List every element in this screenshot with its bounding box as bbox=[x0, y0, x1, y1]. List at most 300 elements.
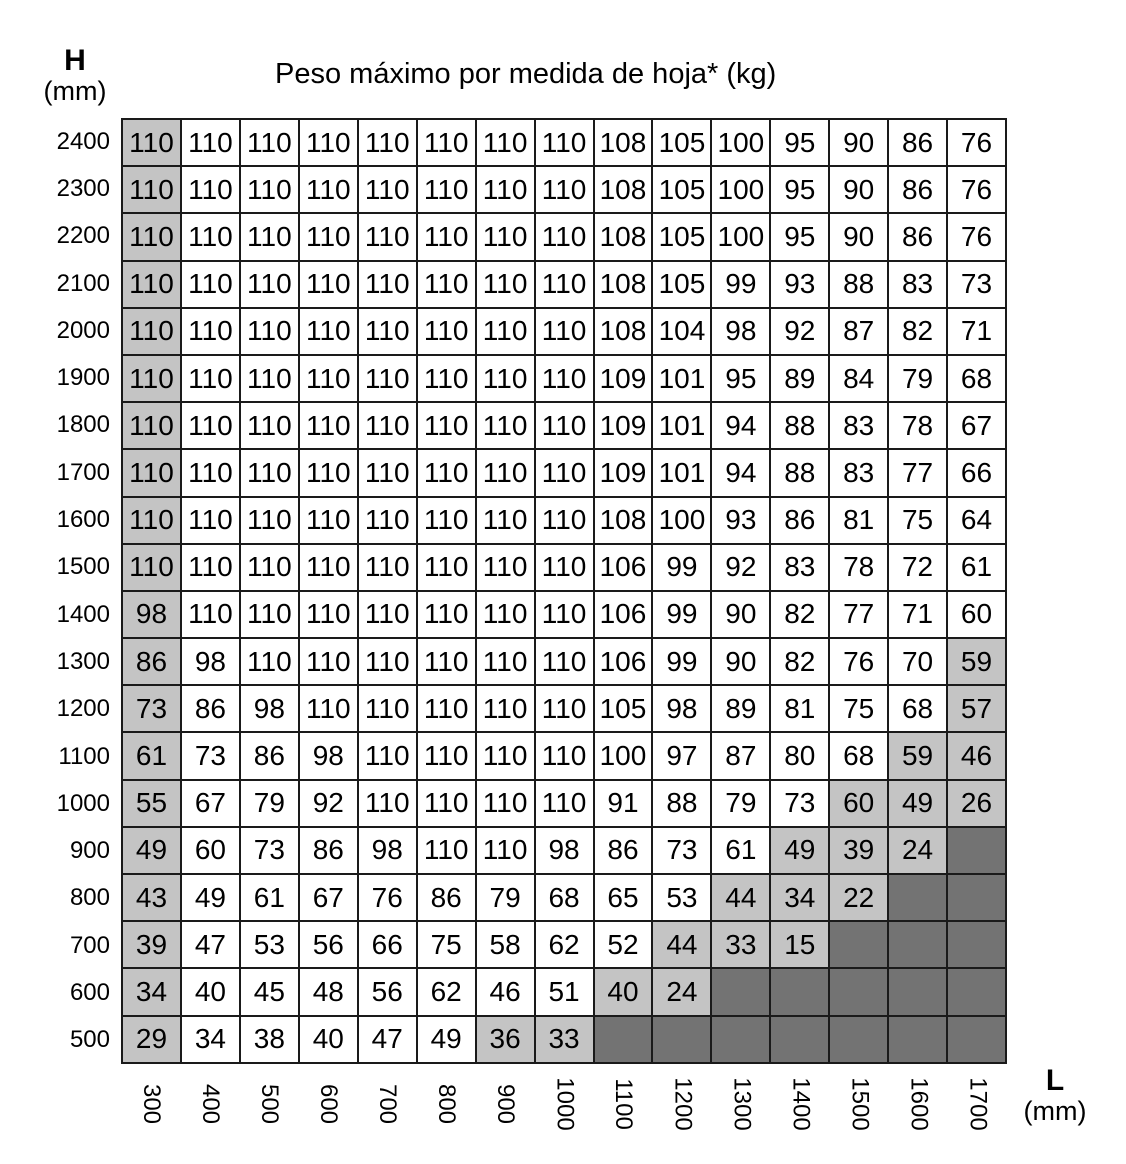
table-cell: 39 bbox=[122, 921, 181, 968]
x-tick-label: 1500 bbox=[846, 1077, 874, 1131]
table-cell: 70 bbox=[888, 638, 947, 685]
y-axis-title: H bbox=[64, 44, 86, 77]
table-cell: 110 bbox=[122, 544, 181, 591]
table-row bbox=[122, 780, 1006, 827]
table-cell: 110 bbox=[535, 119, 594, 166]
table-cell: 106 bbox=[594, 544, 653, 591]
table-cell: 60 bbox=[947, 591, 1006, 638]
table-cell: 49 bbox=[181, 874, 240, 921]
table-cell: 110 bbox=[240, 166, 299, 213]
y-tick-label: 2000 bbox=[56, 316, 110, 344]
table-row bbox=[122, 213, 1006, 260]
table-cell: 86 bbox=[299, 827, 358, 874]
table-cell: 44 bbox=[711, 874, 770, 921]
table-cell: 52 bbox=[594, 921, 653, 968]
table-cell: 89 bbox=[711, 685, 770, 732]
table-cell: 83 bbox=[829, 402, 888, 449]
table-cell: 110 bbox=[240, 402, 299, 449]
table-cell: 110 bbox=[122, 308, 181, 355]
table-row bbox=[122, 497, 1006, 544]
table-cell bbox=[652, 1016, 711, 1063]
table-cell: 83 bbox=[829, 449, 888, 496]
table-cell: 110 bbox=[535, 261, 594, 308]
x-tick-label: 400 bbox=[196, 1083, 224, 1125]
table-cell: 110 bbox=[181, 497, 240, 544]
table-cell: 82 bbox=[770, 638, 829, 685]
table-cell: 34 bbox=[181, 1016, 240, 1063]
table-cell: 110 bbox=[181, 308, 240, 355]
table-cell: 86 bbox=[888, 166, 947, 213]
y-tick-label: 1700 bbox=[56, 458, 110, 486]
table-cell: 24 bbox=[652, 968, 711, 1015]
table-cell: 73 bbox=[770, 780, 829, 827]
table-cell: 51 bbox=[535, 968, 594, 1015]
table-cell: 72 bbox=[888, 544, 947, 591]
y-tick-label: 2400 bbox=[56, 127, 110, 155]
table-cell: 108 bbox=[594, 213, 653, 260]
table-cell: 83 bbox=[888, 261, 947, 308]
table-cell: 78 bbox=[888, 402, 947, 449]
table-cell: 110 bbox=[476, 166, 535, 213]
table-cell: 110 bbox=[181, 166, 240, 213]
y-axis-unit: (mm) bbox=[43, 76, 107, 106]
table-cell: 109 bbox=[594, 355, 653, 402]
table-cell: 86 bbox=[122, 638, 181, 685]
table-cell: 110 bbox=[181, 213, 240, 260]
weight-grid bbox=[121, 118, 1007, 1064]
y-tick-label: 1400 bbox=[56, 600, 110, 628]
table-cell: 90 bbox=[711, 638, 770, 685]
table-cell: 110 bbox=[299, 544, 358, 591]
table-cell bbox=[888, 1016, 947, 1063]
table-cell: 110 bbox=[299, 402, 358, 449]
table-cell bbox=[770, 1016, 829, 1063]
table-cell: 90 bbox=[829, 213, 888, 260]
table-row bbox=[122, 261, 1006, 308]
table-cell: 86 bbox=[417, 874, 476, 921]
table-cell: 44 bbox=[652, 921, 711, 968]
table-cell: 110 bbox=[535, 213, 594, 260]
table-cell: 29 bbox=[122, 1016, 181, 1063]
table-cell: 66 bbox=[947, 449, 1006, 496]
table-cell: 73 bbox=[652, 827, 711, 874]
table-cell: 109 bbox=[594, 449, 653, 496]
table-cell: 90 bbox=[829, 119, 888, 166]
table-cell: 110 bbox=[476, 685, 535, 732]
table-cell: 110 bbox=[299, 638, 358, 685]
table-cell: 49 bbox=[122, 827, 181, 874]
table-cell: 110 bbox=[240, 261, 299, 308]
table-cell: 86 bbox=[181, 685, 240, 732]
table-cell bbox=[770, 968, 829, 1015]
table-cell: 110 bbox=[122, 119, 181, 166]
table-cell: 99 bbox=[711, 261, 770, 308]
table-row bbox=[122, 921, 1006, 968]
table-cell: 110 bbox=[299, 261, 358, 308]
table-cell: 110 bbox=[181, 449, 240, 496]
table-cell: 34 bbox=[122, 968, 181, 1015]
table-cell: 110 bbox=[476, 261, 535, 308]
table-cell: 110 bbox=[299, 166, 358, 213]
y-tick-label: 800 bbox=[69, 884, 110, 912]
table-cell: 76 bbox=[829, 638, 888, 685]
table-cell bbox=[947, 874, 1006, 921]
table-cell: 99 bbox=[652, 638, 711, 685]
table-cell: 110 bbox=[476, 780, 535, 827]
x-tick-label: 1700 bbox=[964, 1077, 992, 1131]
table-cell: 73 bbox=[947, 261, 1006, 308]
table-cell: 92 bbox=[711, 544, 770, 591]
table-row bbox=[122, 449, 1006, 496]
table-cell: 110 bbox=[122, 261, 181, 308]
table-cell: 61 bbox=[122, 732, 181, 779]
table-cell: 110 bbox=[476, 402, 535, 449]
table-cell: 110 bbox=[240, 119, 299, 166]
table-cell: 110 bbox=[417, 685, 476, 732]
table-row bbox=[122, 874, 1006, 921]
table-row bbox=[122, 355, 1006, 402]
table-cell: 110 bbox=[476, 544, 535, 591]
table-cell: 110 bbox=[417, 119, 476, 166]
table-cell: 49 bbox=[417, 1016, 476, 1063]
table-cell: 33 bbox=[711, 921, 770, 968]
table-cell: 76 bbox=[947, 213, 1006, 260]
table-cell: 95 bbox=[770, 166, 829, 213]
table-cell: 86 bbox=[770, 497, 829, 544]
table-cell: 110 bbox=[476, 119, 535, 166]
table-cell: 67 bbox=[947, 402, 1006, 449]
table-cell bbox=[947, 827, 1006, 874]
table-cell: 110 bbox=[358, 355, 417, 402]
table-cell: 60 bbox=[829, 780, 888, 827]
table-cell: 110 bbox=[417, 355, 476, 402]
table-cell: 110 bbox=[417, 449, 476, 496]
table-cell: 62 bbox=[535, 921, 594, 968]
table-cell: 59 bbox=[888, 732, 947, 779]
table-cell: 78 bbox=[829, 544, 888, 591]
table-cell: 110 bbox=[535, 544, 594, 591]
table-cell: 106 bbox=[594, 638, 653, 685]
table-cell: 110 bbox=[240, 638, 299, 685]
table-cell: 110 bbox=[358, 119, 417, 166]
table-cell: 68 bbox=[888, 685, 947, 732]
table-cell: 92 bbox=[770, 308, 829, 355]
x-tick-label: 900 bbox=[491, 1083, 519, 1125]
x-axis-label bbox=[1018, 1066, 1092, 1126]
table-cell: 81 bbox=[829, 497, 888, 544]
table-cell: 77 bbox=[888, 449, 947, 496]
table-cell: 110 bbox=[358, 402, 417, 449]
x-tick-label: 1300 bbox=[728, 1077, 756, 1131]
table-cell: 46 bbox=[947, 732, 1006, 779]
table-cell: 110 bbox=[299, 449, 358, 496]
y-tick-label: 600 bbox=[69, 979, 110, 1007]
y-tick-label: 500 bbox=[69, 1026, 110, 1054]
table-cell: 87 bbox=[711, 732, 770, 779]
table-cell: 110 bbox=[476, 827, 535, 874]
x-tick-label: 1600 bbox=[905, 1077, 933, 1131]
table-cell: 91 bbox=[594, 780, 653, 827]
table-cell: 56 bbox=[358, 968, 417, 1015]
table-cell: 95 bbox=[711, 355, 770, 402]
table-cell bbox=[947, 968, 1006, 1015]
table-cell: 57 bbox=[947, 685, 1006, 732]
table-cell bbox=[888, 968, 947, 1015]
table-cell: 108 bbox=[594, 261, 653, 308]
table-row bbox=[122, 308, 1006, 355]
table-cell: 110 bbox=[358, 497, 417, 544]
table-cell: 84 bbox=[829, 355, 888, 402]
table-cell bbox=[947, 921, 1006, 968]
table-cell: 110 bbox=[122, 213, 181, 260]
table-cell: 110 bbox=[358, 780, 417, 827]
table-cell: 108 bbox=[594, 497, 653, 544]
y-tick-label: 1100 bbox=[58, 742, 110, 770]
table-cell: 15 bbox=[770, 921, 829, 968]
table-cell: 105 bbox=[652, 166, 711, 213]
table-cell: 110 bbox=[417, 166, 476, 213]
table-cell: 75 bbox=[829, 685, 888, 732]
table-cell: 110 bbox=[122, 449, 181, 496]
table-cell: 38 bbox=[240, 1016, 299, 1063]
table-cell: 110 bbox=[181, 591, 240, 638]
table-cell: 76 bbox=[947, 166, 1006, 213]
table-cell: 110 bbox=[358, 261, 417, 308]
table-cell: 105 bbox=[594, 685, 653, 732]
table-cell bbox=[711, 968, 770, 1015]
table-cell: 101 bbox=[652, 355, 711, 402]
table-cell: 86 bbox=[240, 732, 299, 779]
table-cell: 110 bbox=[417, 638, 476, 685]
table-cell: 110 bbox=[417, 308, 476, 355]
table-cell: 88 bbox=[652, 780, 711, 827]
table-cell bbox=[888, 874, 947, 921]
table-cell: 100 bbox=[711, 213, 770, 260]
table-cell: 110 bbox=[476, 638, 535, 685]
table-cell: 110 bbox=[358, 638, 417, 685]
table-cell: 55 bbox=[122, 780, 181, 827]
table-cell bbox=[594, 1016, 653, 1063]
table-cell: 110 bbox=[240, 355, 299, 402]
table-cell: 110 bbox=[535, 449, 594, 496]
table-row bbox=[122, 638, 1006, 685]
table-cell: 33 bbox=[535, 1016, 594, 1063]
table-cell: 40 bbox=[299, 1016, 358, 1063]
table-cell: 110 bbox=[122, 497, 181, 544]
table-cell: 45 bbox=[240, 968, 299, 1015]
table-cell: 73 bbox=[181, 732, 240, 779]
table-row bbox=[122, 1016, 1006, 1063]
table-cell: 59 bbox=[947, 638, 1006, 685]
table-cell: 110 bbox=[535, 355, 594, 402]
table-cell: 93 bbox=[770, 261, 829, 308]
table-cell: 110 bbox=[299, 497, 358, 544]
table-cell: 88 bbox=[829, 261, 888, 308]
table-cell bbox=[711, 1016, 770, 1063]
table-cell: 110 bbox=[122, 402, 181, 449]
table-cell: 108 bbox=[594, 119, 653, 166]
table-cell: 109 bbox=[594, 402, 653, 449]
x-tick-label: 300 bbox=[137, 1083, 165, 1125]
table-cell: 49 bbox=[888, 780, 947, 827]
table-cell: 98 bbox=[358, 827, 417, 874]
table-cell: 110 bbox=[535, 591, 594, 638]
table-cell: 100 bbox=[711, 166, 770, 213]
table-cell: 49 bbox=[770, 827, 829, 874]
table-row bbox=[122, 827, 1006, 874]
table-cell: 110 bbox=[122, 166, 181, 213]
table-cell: 110 bbox=[476, 355, 535, 402]
table-cell: 79 bbox=[711, 780, 770, 827]
table-cell: 110 bbox=[417, 213, 476, 260]
table-cell: 99 bbox=[652, 591, 711, 638]
table-cell: 68 bbox=[829, 732, 888, 779]
table-cell: 65 bbox=[594, 874, 653, 921]
table-cell: 95 bbox=[770, 213, 829, 260]
table-cell: 98 bbox=[652, 685, 711, 732]
table-cell: 79 bbox=[888, 355, 947, 402]
table-cell: 110 bbox=[476, 591, 535, 638]
table-cell: 71 bbox=[947, 308, 1006, 355]
table-cell: 75 bbox=[888, 497, 947, 544]
table-cell: 61 bbox=[711, 827, 770, 874]
table-cell: 110 bbox=[181, 402, 240, 449]
table-cell: 110 bbox=[299, 308, 358, 355]
table-cell: 110 bbox=[535, 497, 594, 544]
table-cell: 110 bbox=[122, 355, 181, 402]
table-cell: 110 bbox=[240, 544, 299, 591]
table-cell: 105 bbox=[652, 213, 711, 260]
table-cell: 61 bbox=[240, 874, 299, 921]
table-cell: 87 bbox=[829, 308, 888, 355]
table-cell: 56 bbox=[299, 921, 358, 968]
table-cell: 97 bbox=[652, 732, 711, 779]
table-cell: 104 bbox=[652, 308, 711, 355]
table-cell: 110 bbox=[358, 591, 417, 638]
table-cell: 26 bbox=[947, 780, 1006, 827]
table-cell: 110 bbox=[417, 261, 476, 308]
table-cell: 98 bbox=[240, 685, 299, 732]
table-cell bbox=[829, 921, 888, 968]
table-cell: 76 bbox=[358, 874, 417, 921]
table-cell: 110 bbox=[240, 308, 299, 355]
table-cell: 67 bbox=[299, 874, 358, 921]
y-tick-label: 1200 bbox=[56, 695, 110, 723]
table-cell: 110 bbox=[417, 780, 476, 827]
table-cell: 43 bbox=[122, 874, 181, 921]
table-cell: 110 bbox=[417, 402, 476, 449]
table-row bbox=[122, 119, 1006, 166]
y-axis-label bbox=[40, 46, 110, 106]
x-tick-label: 700 bbox=[373, 1083, 401, 1125]
table-cell: 110 bbox=[535, 732, 594, 779]
table-row bbox=[122, 402, 1006, 449]
table-cell: 110 bbox=[535, 638, 594, 685]
table-cell: 66 bbox=[358, 921, 417, 968]
table-cell: 110 bbox=[299, 591, 358, 638]
table-cell: 110 bbox=[181, 355, 240, 402]
table-cell: 82 bbox=[770, 591, 829, 638]
y-tick-label: 900 bbox=[69, 837, 110, 865]
table-cell: 68 bbox=[535, 874, 594, 921]
table-cell: 68 bbox=[947, 355, 1006, 402]
x-axis-title: L bbox=[1045, 1064, 1065, 1097]
table-cell: 36 bbox=[476, 1016, 535, 1063]
table-cell: 53 bbox=[652, 874, 711, 921]
table-cell: 110 bbox=[476, 213, 535, 260]
table-row bbox=[122, 591, 1006, 638]
table-cell: 94 bbox=[711, 402, 770, 449]
table-cell: 24 bbox=[888, 827, 947, 874]
table-cell: 110 bbox=[299, 355, 358, 402]
table-cell: 73 bbox=[122, 685, 181, 732]
table-cell: 75 bbox=[417, 921, 476, 968]
table-cell: 110 bbox=[181, 261, 240, 308]
table-cell: 106 bbox=[594, 591, 653, 638]
table-cell: 105 bbox=[652, 261, 711, 308]
x-tick-label: 1200 bbox=[669, 1077, 697, 1131]
table-cell: 71 bbox=[888, 591, 947, 638]
table-cell: 110 bbox=[181, 544, 240, 591]
table-cell: 110 bbox=[299, 119, 358, 166]
table-cell: 98 bbox=[711, 308, 770, 355]
table-cell: 48 bbox=[299, 968, 358, 1015]
table-cell: 110 bbox=[535, 402, 594, 449]
table-cell: 81 bbox=[770, 685, 829, 732]
table-cell bbox=[888, 921, 947, 968]
table-cell: 108 bbox=[594, 308, 653, 355]
table-cell: 110 bbox=[358, 732, 417, 779]
table-cell: 40 bbox=[594, 968, 653, 1015]
table-row bbox=[122, 732, 1006, 779]
table-cell: 110 bbox=[535, 685, 594, 732]
table-cell: 93 bbox=[711, 497, 770, 544]
table-cell: 60 bbox=[181, 827, 240, 874]
table-cell: 88 bbox=[770, 402, 829, 449]
table-cell: 110 bbox=[476, 732, 535, 779]
table-cell: 98 bbox=[299, 732, 358, 779]
table-cell: 110 bbox=[417, 497, 476, 544]
x-tick-label: 600 bbox=[314, 1083, 342, 1125]
table-cell: 110 bbox=[240, 497, 299, 544]
table-cell: 79 bbox=[476, 874, 535, 921]
table-cell: 101 bbox=[652, 449, 711, 496]
x-tick-label: 500 bbox=[255, 1083, 283, 1125]
table-cell: 39 bbox=[829, 827, 888, 874]
table-cell: 80 bbox=[770, 732, 829, 779]
table-cell: 110 bbox=[476, 308, 535, 355]
table-row bbox=[122, 544, 1006, 591]
table-cell: 110 bbox=[181, 119, 240, 166]
table-cell: 94 bbox=[711, 449, 770, 496]
table-cell: 110 bbox=[358, 213, 417, 260]
table-cell: 89 bbox=[770, 355, 829, 402]
table-cell: 90 bbox=[829, 166, 888, 213]
table-cell: 88 bbox=[770, 449, 829, 496]
y-tick-label: 1500 bbox=[56, 553, 110, 581]
table-cell: 92 bbox=[299, 780, 358, 827]
y-tick-label: 1800 bbox=[56, 411, 110, 439]
x-tick-label: 1400 bbox=[787, 1077, 815, 1131]
table-cell: 98 bbox=[122, 591, 181, 638]
table-cell: 77 bbox=[829, 591, 888, 638]
table-cell: 100 bbox=[594, 732, 653, 779]
x-axis-unit: (mm) bbox=[1023, 1096, 1087, 1126]
table-cell: 110 bbox=[299, 213, 358, 260]
table-cell: 100 bbox=[652, 497, 711, 544]
table-cell: 105 bbox=[652, 119, 711, 166]
table-row bbox=[122, 685, 1006, 732]
